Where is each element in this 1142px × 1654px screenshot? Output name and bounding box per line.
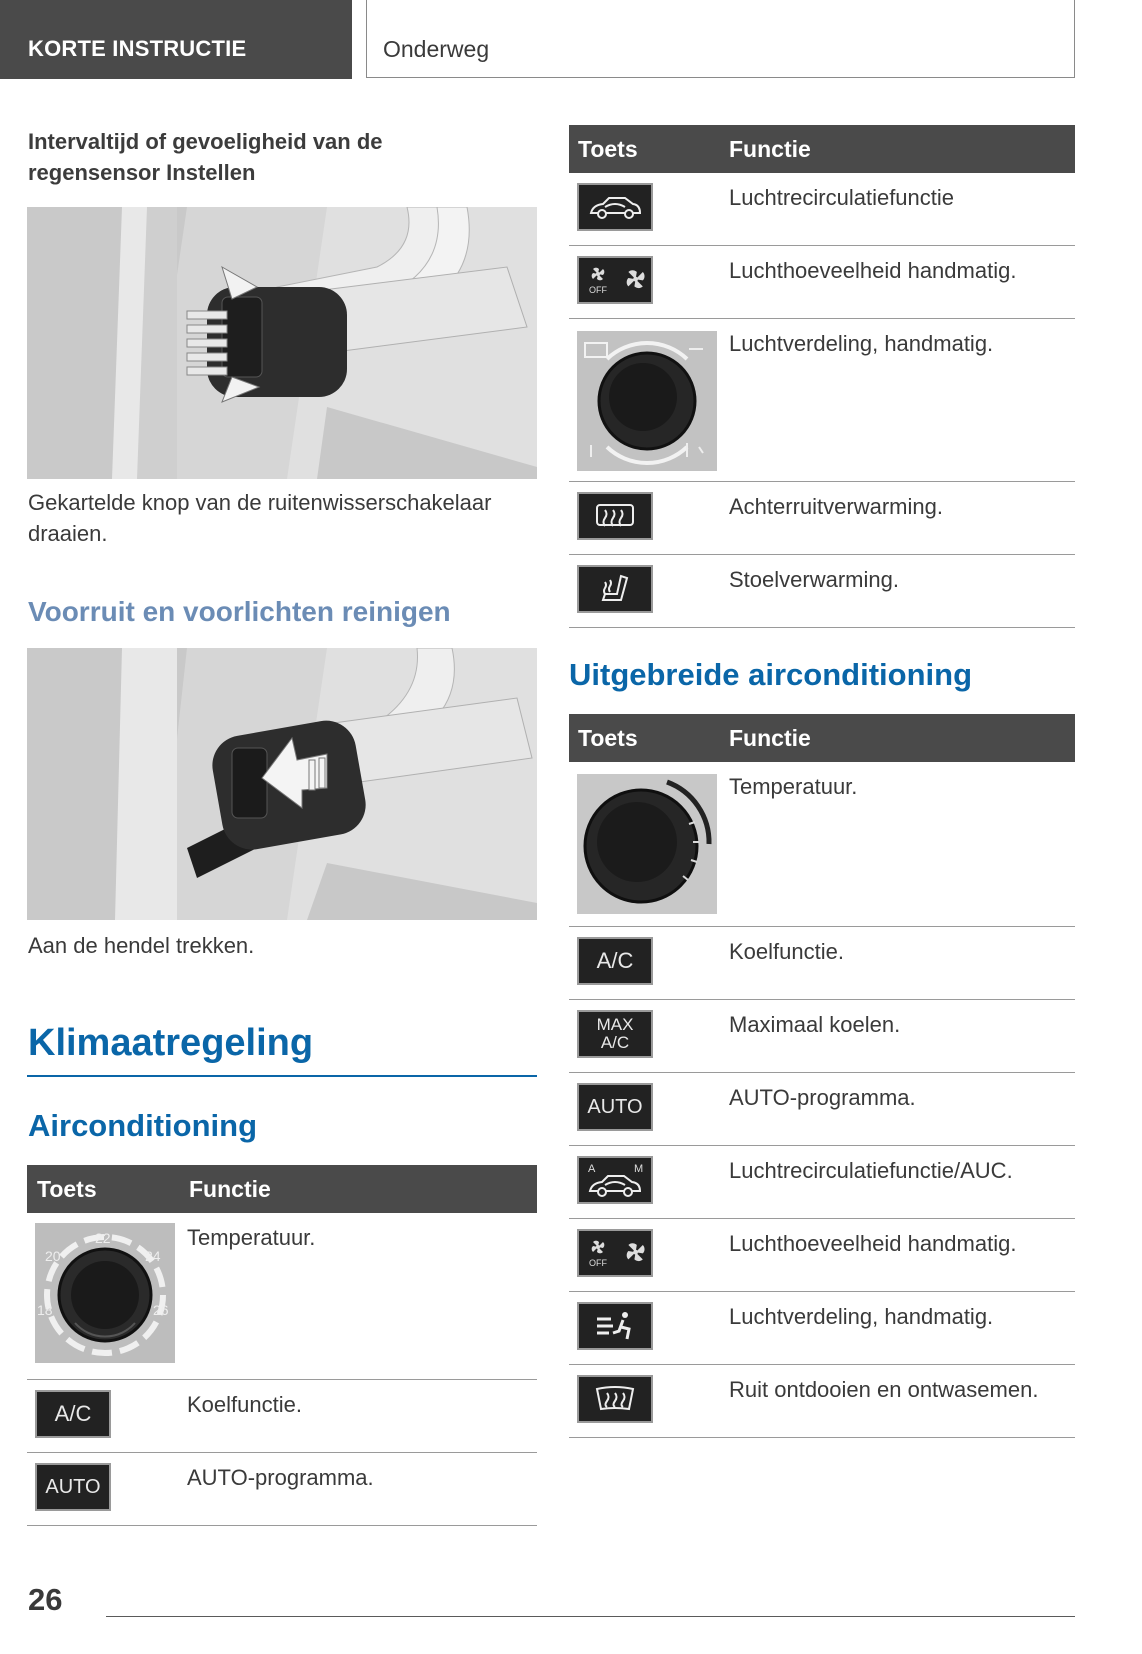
ac-button-icon: A/C xyxy=(35,1390,111,1438)
auto-button-icon: AUTO xyxy=(577,1083,653,1131)
table-row xyxy=(27,1213,537,1380)
footer-rule xyxy=(106,1616,1075,1617)
table-row xyxy=(569,1365,1075,1438)
interval-heading: Intervaltijd of gevoeligheid van de regensensor Instellen xyxy=(28,129,383,185)
wiper-lever-illustration xyxy=(27,648,537,920)
auc-label-m: M xyxy=(634,1163,644,1175)
knob-label-20: 20 xyxy=(45,1248,61,1264)
table-row xyxy=(569,555,1075,628)
fan-off-label: OFF xyxy=(589,285,607,295)
function-text: AUTO-programma. xyxy=(729,1085,916,1110)
temperature-knob-icon xyxy=(577,774,717,914)
ac-heading: Airconditioning xyxy=(28,1108,258,1143)
table-row xyxy=(569,1219,1075,1292)
function-text: Temperatuur. xyxy=(729,774,858,799)
function-text: AUTO-programma. xyxy=(187,1465,374,1490)
function-text: Luchtrecirculatiefunctie/AUC. xyxy=(729,1158,1013,1183)
knob-label-18: 18 xyxy=(37,1302,53,1318)
max-label: MAX xyxy=(596,1015,634,1034)
max-ac-button-icon xyxy=(577,1010,653,1058)
temperature-knob-icon xyxy=(35,1223,175,1363)
table-header xyxy=(569,125,1075,173)
table-row xyxy=(569,762,1075,927)
chapter-heading-rule xyxy=(27,1075,537,1077)
rear-defrost-icon xyxy=(577,492,653,540)
page-number: 26 xyxy=(28,1582,63,1617)
section-tab xyxy=(0,0,352,79)
recirculation-icon xyxy=(577,183,653,231)
function-text: Luchthoeveelheid handmatig. xyxy=(729,1231,1017,1256)
knob-label-24: 24 xyxy=(145,1248,161,1264)
chapter-title: Onderweg xyxy=(383,36,490,62)
function-text: Maximaal koelen. xyxy=(729,1012,901,1037)
col-toets: Toets xyxy=(37,1176,97,1202)
ac-label: A/C xyxy=(600,1033,630,1052)
fan-icon xyxy=(577,1229,653,1277)
windshield-defrost-icon xyxy=(577,1375,653,1423)
function-text: Koelfunctie. xyxy=(187,1392,302,1417)
section-title: KORTE INSTRUCTIE xyxy=(28,36,247,61)
chapter-heading-klimaat: Klimaatregeling xyxy=(28,1022,314,1064)
col-toets: Toets xyxy=(578,136,638,162)
col-toets: Toets xyxy=(578,725,638,751)
caption-wiper-knob: Gekartelde knop van de ruitenwisserschakelaar draaien. xyxy=(28,490,492,546)
wiper-knob-illustration xyxy=(27,207,537,479)
caption-wiper-lever: Aan de hendel trekken. xyxy=(28,933,255,958)
auc-label-a: A xyxy=(588,1163,596,1175)
air-distribution-knob-icon xyxy=(577,331,717,471)
table-row xyxy=(569,173,1075,246)
table-header xyxy=(569,714,1075,762)
chapter-tab xyxy=(366,0,1075,78)
function-text: Achterruitverwarming. xyxy=(729,494,943,519)
extended-ac-heading: Uitgebreide airconditioning xyxy=(569,657,973,692)
table-row xyxy=(569,1073,1075,1146)
ac-table xyxy=(27,1165,537,1526)
table-row xyxy=(569,319,1075,482)
function-text: Luchtrecirculatiefunctie xyxy=(729,185,955,210)
function-text: Ruit ontdooien en ontwasemen. xyxy=(729,1377,1039,1402)
function-text: Stoelverwarming. xyxy=(729,567,899,592)
fan-icon xyxy=(577,256,653,304)
climate-table-top xyxy=(569,125,1075,628)
function-text: Koelfunctie. xyxy=(729,939,844,964)
col-functie: Functie xyxy=(189,1176,271,1202)
extended-ac-table xyxy=(569,714,1075,1438)
table-header xyxy=(27,1165,537,1213)
table-row xyxy=(569,1292,1075,1365)
table-row xyxy=(569,246,1075,319)
table-row xyxy=(27,1453,537,1526)
function-text: Luchthoeveelheid handmatig. xyxy=(729,258,1017,283)
function-text: Luchtverdeling, handmatig. xyxy=(729,1304,994,1329)
col-functie: Functie xyxy=(729,136,811,162)
recirculation-auc-icon xyxy=(577,1156,653,1204)
table-row xyxy=(569,927,1075,1000)
col-functie: Functie xyxy=(729,725,811,751)
seat-heating-icon xyxy=(577,565,653,613)
knob-label-22: 22 xyxy=(95,1230,111,1246)
section-heading-wash: Voorruit en voorlichten reinigen xyxy=(28,596,451,627)
table-row xyxy=(569,1000,1075,1073)
auto-button-icon: AUTO xyxy=(35,1463,111,1511)
function-text: Temperatuur. xyxy=(187,1225,316,1250)
table-row xyxy=(27,1380,537,1453)
air-distribution-icon xyxy=(577,1302,653,1350)
fan-off-label: OFF xyxy=(589,1258,607,1268)
knob-label-26: 26 xyxy=(153,1302,169,1318)
table-row xyxy=(569,1146,1075,1219)
table-row xyxy=(569,482,1075,555)
ac-button-icon: A/C xyxy=(577,937,653,985)
function-text: Luchtverdeling, handmatig. xyxy=(729,331,994,356)
